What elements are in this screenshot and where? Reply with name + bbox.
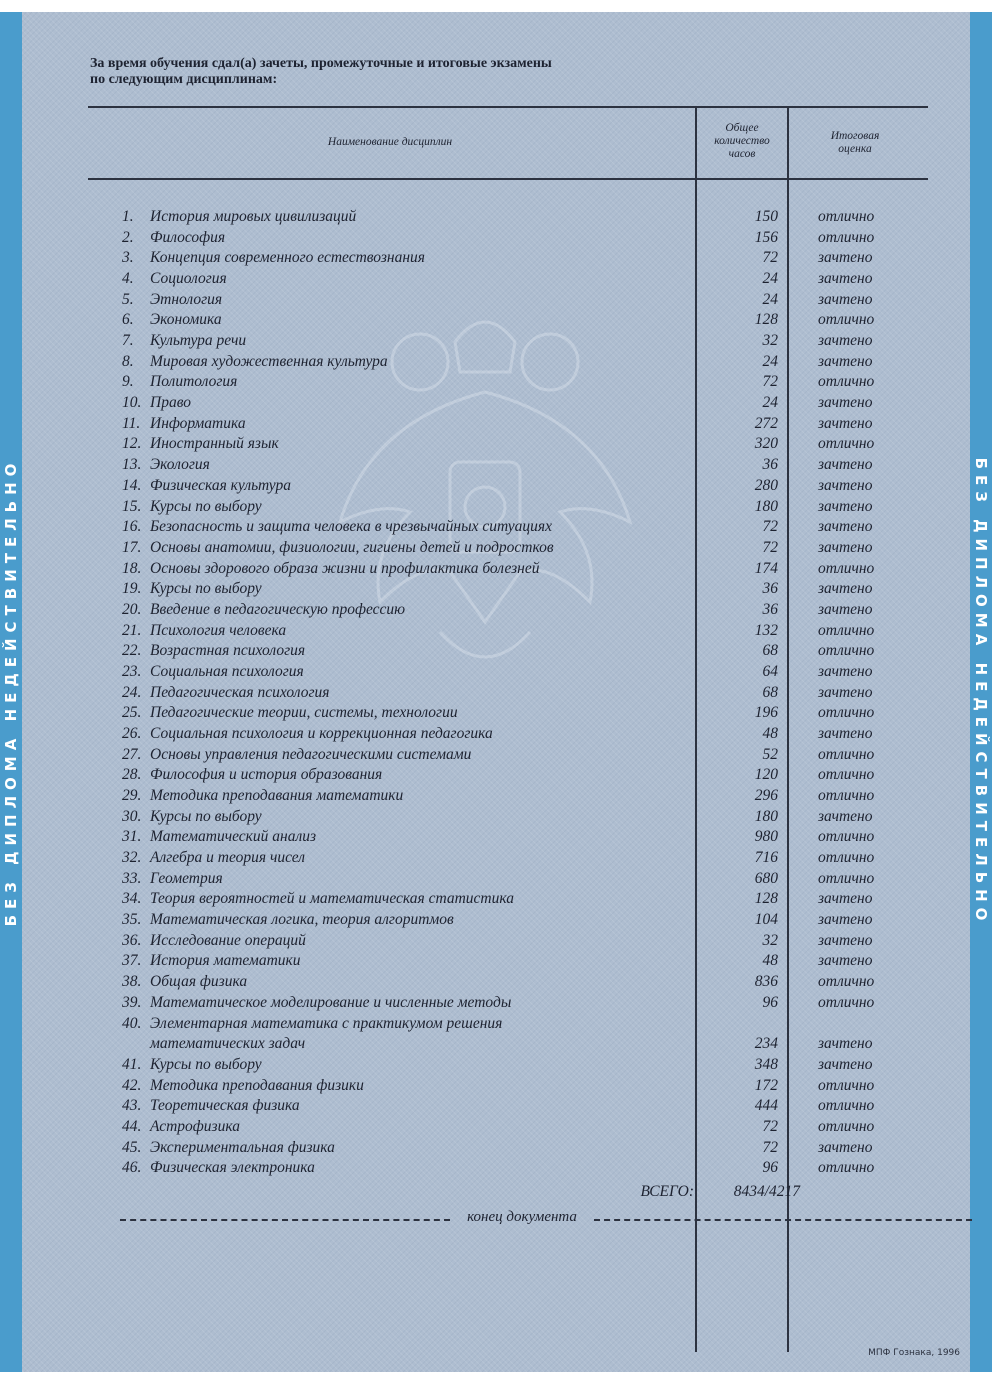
header-hours-line-2: количество: [714, 135, 770, 147]
discipline-hours: 36: [762, 456, 778, 474]
header-final-grade: [800, 130, 910, 156]
intro-text: [90, 56, 790, 88]
discipline-grade: зачтено: [818, 662, 873, 680]
discipline-name: Право: [150, 394, 191, 412]
table-row: [0, 601, 1000, 622]
discipline-hours: 72: [762, 518, 778, 536]
table-row: [0, 291, 1000, 312]
total-label: ВСЕГО:: [640, 1183, 694, 1200]
row-number: 10.: [122, 394, 142, 412]
discipline-name: Основы анатомии, физиологии, гигиены детей и подростков: [150, 538, 554, 556]
discipline-grade: отлично: [818, 1159, 875, 1177]
discipline-grade: зачтено: [818, 352, 873, 370]
discipline-grade: отлично: [818, 621, 875, 639]
discipline-grade: зачтено: [818, 332, 873, 350]
discipline-hours: 72: [762, 249, 778, 267]
discipline-hours: 296: [754, 787, 778, 805]
discipline-hours: 64: [762, 662, 778, 680]
discipline-grade: отлично: [818, 1076, 875, 1094]
discipline-name: Педагогическая психология: [150, 683, 330, 701]
row-number: 9.: [122, 373, 134, 391]
row-number: 19.: [122, 580, 142, 598]
discipline-grade: отлично: [818, 435, 875, 453]
discipline-name: Исследование операций: [150, 931, 306, 949]
discipline-hours: 32: [762, 332, 778, 350]
table-row: [0, 539, 1000, 560]
row-number: 7.: [122, 332, 134, 350]
discipline-grade: отлично: [818, 1117, 875, 1135]
discipline-name: Педагогические теории, системы, технологии: [150, 704, 458, 722]
discipline-name: Этнология: [150, 290, 223, 308]
row-number: 17.: [122, 538, 142, 556]
discipline-name: Возрастная психология: [150, 642, 306, 660]
discipline-grade: зачтено: [818, 270, 873, 288]
discipline-name: Социальная психология: [150, 662, 304, 680]
end-dashed-line-left: [120, 1219, 450, 1221]
discipline-grade: зачтено: [818, 456, 873, 474]
table-row: [0, 311, 1000, 332]
discipline-name: Философия и история образования: [150, 766, 383, 784]
row-number: 41.: [122, 1055, 142, 1073]
discipline-hours: 980: [754, 828, 778, 846]
discipline-hours: 24: [762, 270, 778, 288]
discipline-name: Курсы по выбору: [150, 1055, 262, 1073]
table-row: [0, 642, 1000, 663]
discipline-hours: 444: [754, 1097, 778, 1115]
discipline-grade: зачтено: [818, 394, 873, 412]
discipline-grade: зачтено: [818, 890, 873, 908]
discipline-grade: отлично: [818, 208, 875, 225]
row-number: 1.: [122, 208, 134, 225]
row-number: 45.: [122, 1138, 142, 1156]
discipline-grade: отлично: [818, 1097, 875, 1115]
table-top-rule: [88, 106, 928, 108]
discipline-name: Курсы по выбору: [150, 497, 262, 515]
discipline-hours: 96: [762, 1159, 778, 1177]
discipline-grade: зачтено: [818, 249, 873, 267]
discipline-grade: зачтено: [818, 911, 873, 929]
discipline-hours: 96: [762, 993, 778, 1011]
table-row: [0, 684, 1000, 705]
table-row: [0, 994, 1000, 1015]
discipline-grade: зачтено: [818, 497, 873, 515]
discipline-grade: зачтено: [818, 931, 873, 949]
discipline-hours: 32: [762, 931, 778, 949]
table-row: [0, 1056, 1000, 1077]
discipline-grade: отлично: [818, 745, 875, 763]
row-number: 24.: [122, 683, 142, 701]
row-number: 4.: [122, 270, 134, 288]
row-number: 15.: [122, 497, 142, 515]
discipline-hours: 716: [754, 849, 778, 867]
discipline-name: История мировых цивилизаций: [150, 208, 357, 225]
discipline-name: Безопасность и защита человека в чрезвычайных ситуациях: [150, 518, 552, 536]
discipline-name: Алгебра и теория чисел: [150, 849, 306, 867]
discipline-hours: 24: [762, 290, 778, 308]
row-number: 44.: [122, 1117, 142, 1135]
row-number: 40.: [122, 1014, 142, 1032]
table-row: [0, 1118, 1000, 1139]
discipline-grade: отлично: [818, 787, 875, 805]
discipline-grade: зачтено: [818, 952, 873, 970]
discipline-hours: 36: [762, 600, 778, 618]
table-row: [0, 787, 1000, 808]
discipline-grade: отлично: [818, 828, 875, 846]
discipline-grade: отлично: [818, 311, 875, 329]
table-row: [0, 229, 1000, 250]
discipline-grade: отлично: [818, 559, 875, 577]
discipline-grade: отлично: [818, 849, 875, 867]
intro-line-1: За время обучения сдал(а) зачеты, промежуточные и итоговые экзамены: [90, 56, 552, 71]
total-value: 8434/4217: [733, 1183, 800, 1200]
table-row: [0, 725, 1000, 746]
discipline-grade: зачтено: [818, 1055, 873, 1073]
table-row: [0, 1159, 1000, 1180]
discipline-name: Математическое моделирование и численные методы: [150, 993, 512, 1011]
table-row: [0, 456, 1000, 477]
discipline-grade: отлично: [818, 228, 875, 246]
discipline-grade: зачтено: [818, 807, 873, 825]
row-number: 39.: [122, 993, 142, 1011]
discipline-grade: отлично: [818, 704, 875, 722]
table-row: [0, 415, 1000, 436]
discipline-name: Теория вероятностей и математическая статистика: [150, 890, 514, 908]
row-number: 22.: [122, 642, 142, 660]
discipline-name: Культура речи: [150, 332, 247, 350]
discipline-hours: 280: [754, 476, 778, 494]
table-row: [0, 435, 1000, 456]
discipline-name: Теоретическая физика: [150, 1097, 300, 1115]
discipline-name: Физическая электроника: [150, 1159, 315, 1177]
table-row: [0, 580, 1000, 601]
discipline-name: Введение в педагогическую профессию: [150, 600, 406, 618]
discipline-grade: зачтено: [818, 518, 873, 536]
discipline-name: Экономика: [150, 311, 222, 329]
discipline-name: Физическая культура: [150, 476, 291, 494]
row-number: 28.: [122, 766, 142, 784]
end-of-document-label: конец документа: [467, 1209, 577, 1225]
discipline-name: Курсы по выбору: [150, 807, 262, 825]
row-number: 42.: [122, 1076, 142, 1094]
table-row: [0, 870, 1000, 891]
discipline-name: Концепция современного естествознания: [150, 249, 425, 267]
discipline-hours: 234: [754, 1035, 778, 1053]
discipline-name: Экспериментальная физика: [150, 1138, 335, 1156]
discipline-hours: 196: [754, 704, 778, 722]
discipline-name: Основы управления педагогическими системами: [150, 745, 472, 763]
header-hours-line-1: Общее: [725, 122, 759, 134]
table-row: [0, 270, 1000, 291]
discipline-grade: зачтено: [818, 683, 873, 701]
printer-imprint: МПФ Гознака, 1996: [868, 1348, 960, 1358]
row-number: 37.: [122, 952, 142, 970]
row-number: 34.: [122, 890, 142, 908]
row-number: 26.: [122, 725, 142, 742]
discipline-name: Методика преподавания математики: [150, 787, 404, 805]
table-row: [0, 849, 1000, 870]
discipline-hours: 680: [754, 869, 778, 887]
header-total-hours: [699, 122, 785, 161]
discipline-name: Социология: [150, 270, 227, 288]
discipline-grade: зачтено: [818, 600, 873, 618]
table-row: [0, 208, 1000, 229]
header-grade-line-1: Итоговая: [830, 130, 880, 142]
row-number: 36.: [122, 931, 142, 949]
side-text-right: БЕЗ ДИПЛОМА НЕДЕЙСТВИТЕЛЬНО: [972, 457, 990, 927]
discipline-hours: 24: [762, 394, 778, 412]
table-row: [0, 766, 1000, 787]
discipline-grade: отлично: [818, 973, 875, 991]
discipline-name: Геометрия: [150, 869, 223, 887]
header-discipline-name: Наименование дисциплин: [327, 136, 453, 148]
discipline-hours: 24: [762, 352, 778, 370]
discipline-name: Общая физика: [150, 973, 248, 991]
discipline-hours: 104: [754, 911, 778, 929]
discipline-hours: 320: [754, 435, 778, 453]
discipline-grade: зачтено: [818, 580, 873, 598]
discipline-name: Мировая художественная культура: [150, 352, 388, 370]
row-number: 33.: [122, 869, 142, 887]
table-header-rule: [88, 178, 928, 180]
table-row: [0, 1077, 1000, 1098]
table-row: [0, 828, 1000, 849]
discipline-hours: 172: [754, 1076, 778, 1094]
row-number: 11.: [122, 414, 141, 432]
header-grade-line-2: оценка: [838, 143, 872, 155]
row-number: 5.: [122, 290, 134, 308]
row-number: 6.: [122, 311, 134, 329]
table-row: [0, 477, 1000, 498]
row-number: 18.: [122, 559, 142, 577]
table-row: [0, 704, 1000, 725]
row-number: 20.: [122, 600, 142, 618]
discipline-hours: 156: [754, 228, 778, 246]
row-number: 8.: [122, 352, 134, 370]
table-row: [0, 1097, 1000, 1118]
table-row: [0, 1139, 1000, 1160]
discipline-grade: отлично: [818, 373, 875, 391]
discipline-name: Элементарная математика с практикумом решения: [150, 1014, 503, 1032]
discipline-name: Математическая логика, теория алгоритмов: [150, 911, 454, 929]
discipline-hours: 72: [762, 373, 778, 391]
end-dashed-line-right: [594, 1219, 972, 1221]
discipline-hours: 120: [754, 766, 778, 784]
discipline-hours: 128: [754, 311, 778, 329]
discipline-hours: 174: [754, 559, 778, 577]
row-number: 43.: [122, 1097, 142, 1115]
discipline-name: Астрофизика: [150, 1117, 240, 1135]
row-number: 25.: [122, 704, 142, 722]
discipline-name: Политология: [150, 373, 238, 391]
row-number: 12.: [122, 435, 142, 453]
table-row: [0, 373, 1000, 394]
row-number: 21.: [122, 621, 142, 639]
row-number: 16.: [122, 518, 142, 536]
discipline-name: Социальная психология и коррекционная педагогика: [150, 725, 493, 742]
discipline-grade: зачтено: [818, 476, 873, 494]
table-row: [0, 394, 1000, 415]
row-number: 46.: [122, 1159, 142, 1177]
discipline-grade: зачтено: [818, 725, 873, 742]
discipline-hours: 52: [762, 745, 778, 763]
discipline-grade: отлично: [818, 993, 875, 1011]
table-row: [0, 498, 1000, 519]
discipline-hours: 150: [754, 208, 778, 225]
row-number: 32.: [122, 849, 142, 867]
discipline-hours: 36: [762, 580, 778, 598]
discipline-hours: 72: [762, 538, 778, 556]
row-number: 3.: [122, 249, 134, 267]
discipline-hours: 132: [754, 621, 778, 639]
discipline-name: Методика преподавания физики: [150, 1076, 364, 1094]
discipline-hours: 48: [762, 725, 778, 742]
table-row: [0, 249, 1000, 270]
discipline-hours: 48: [762, 952, 778, 970]
discipline-hours: 128: [754, 890, 778, 908]
table-row: [0, 932, 1000, 953]
discipline-hours: 180: [754, 807, 778, 825]
discipline-grade: отлично: [818, 642, 875, 660]
discipline-name: Основы здорового образа жизни и профилактика болезней: [150, 559, 540, 577]
table-row: [0, 353, 1000, 374]
discipline-hours: 72: [762, 1117, 778, 1135]
side-text-left: БЕЗ ДИПЛОМА НЕДЕЙСТВИТЕЛЬНО: [2, 457, 20, 927]
row-number: 35.: [122, 911, 142, 929]
discipline-name: Иностранный язык: [150, 435, 279, 453]
table-row: [0, 1015, 1000, 1036]
header-hours-line-3: часов: [728, 148, 756, 160]
discipline-hours: 68: [762, 642, 778, 660]
table-row: [0, 952, 1000, 973]
discipline-grade: зачтено: [818, 538, 873, 556]
row-number: 30.: [122, 807, 142, 825]
discipline-hours: 272: [754, 414, 778, 432]
discipline-name: математических задач: [150, 1035, 306, 1053]
discipline-name: История математики: [150, 952, 301, 970]
row-number: 2.: [122, 228, 134, 246]
discipline-hours: 68: [762, 683, 778, 701]
table-row: [0, 1035, 1000, 1056]
row-number: 14.: [122, 476, 142, 494]
row-number: 13.: [122, 456, 142, 474]
discipline-name: Философия: [150, 228, 226, 246]
discipline-grade: зачтено: [818, 1035, 873, 1053]
discipline-grade: зачтено: [818, 1138, 873, 1156]
discipline-name: Психология человека: [150, 621, 287, 639]
discipline-name: Экология: [150, 456, 210, 474]
discipline-grade: зачтено: [818, 414, 873, 432]
discipline-grade: отлично: [818, 869, 875, 887]
discipline-hours: 348: [754, 1055, 778, 1073]
discipline-hours: 180: [754, 497, 778, 515]
table-row: [0, 911, 1000, 932]
discipline-grade: отлично: [818, 766, 875, 784]
discipline-hours: 72: [762, 1138, 778, 1156]
table-row: [0, 560, 1000, 581]
table-row: [0, 973, 1000, 994]
row-number: 29.: [122, 787, 142, 805]
table-row: [0, 808, 1000, 829]
row-number: 38.: [122, 973, 142, 991]
table-row: [0, 518, 1000, 539]
row-number: 27.: [122, 745, 142, 763]
table-row: [0, 890, 1000, 911]
intro-line-2: по следующим дисциплинам:: [90, 72, 278, 87]
discipline-name: Математический анализ: [150, 828, 317, 846]
discipline-name: Курсы по выбору: [150, 580, 262, 598]
table-row: [0, 332, 1000, 353]
discipline-grade: зачтено: [818, 290, 873, 308]
table-row: [0, 622, 1000, 643]
row-number: 23.: [122, 662, 142, 680]
row-number: 31.: [122, 828, 142, 846]
discipline-name: Информатика: [150, 414, 246, 432]
discipline-hours: 836: [754, 973, 778, 991]
table-row: [0, 746, 1000, 767]
table-row: [0, 663, 1000, 684]
